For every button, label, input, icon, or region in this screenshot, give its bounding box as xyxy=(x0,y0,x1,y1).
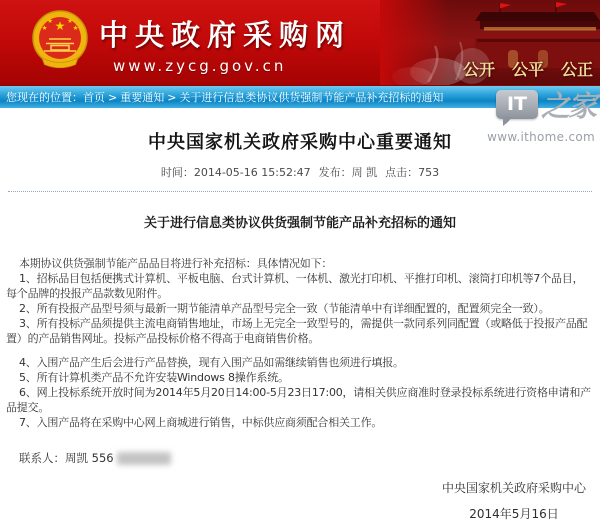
svg-text:★: ★ xyxy=(54,19,66,33)
site-title: 中央政府采购网 xyxy=(99,18,352,52)
svg-text:★: ★ xyxy=(47,17,53,25)
meta-publisher: 周 凯 xyxy=(351,166,378,179)
article-date: 2014年5月16日 xyxy=(469,507,559,521)
article-meta xyxy=(6,164,594,180)
breadcrumb-prefix: 您现在的位置： xyxy=(6,91,83,104)
article-body xyxy=(6,256,594,430)
contact-line xyxy=(6,450,594,466)
paragraph: 6、网上投标系统开放时间为2014年5月20日14:00-5月23日17:00，请相关供应商准时登录投标系统进行资格申请和产品提交。 xyxy=(6,386,591,414)
article xyxy=(0,128,600,522)
svg-text:★: ★ xyxy=(72,24,79,32)
meta-publisher-label: 发布： xyxy=(318,166,352,179)
redacted-phone xyxy=(117,452,171,465)
paragraph: 4、入围产品产生后会进行产品替换，现有入围产品如需继续销售也须进行填报。 xyxy=(19,356,404,369)
ithome-zhijia-text: 之家 xyxy=(540,89,595,123)
ithome-url: www.ithome.com xyxy=(487,130,595,144)
paragraph: 7、入围产品将在采购中心网上商城进行销售，中标供应商须配合相关工作。 xyxy=(19,416,383,429)
contact-name: 周凯 xyxy=(65,451,88,465)
article-subtitle: 关于进行信息类协议供货强制节能产品补充招标的通知 xyxy=(143,216,456,231)
paragraph: 5、所有计算机类产品不允许安装Windows 8操作系统。 xyxy=(19,371,289,384)
ithome-logo-icon: IT xyxy=(496,90,538,119)
svg-text:★: ★ xyxy=(41,24,48,32)
divider xyxy=(8,191,592,192)
signature-block xyxy=(6,479,594,522)
slogan-word-fair: 公平 xyxy=(511,60,544,79)
breadcrumb-current: 关于进行信息类协议供货强制节能产品补充招标的通知 xyxy=(179,91,444,104)
breadcrumb-separator: > xyxy=(108,91,118,104)
paragraph: 1、招标品目包括便携式计算机、平板电脑、台式计算机、一体机、激光打印机、平推打印机、滚筒打印机等7个品目，每个品牌的投报产品款数见附件。 xyxy=(6,272,584,300)
site-url: www.zycg.gov.cn xyxy=(113,57,287,75)
paragraph: 2、所有投报产品型号须与最新一期节能清单产品型号完全一致（节能清单中有详细配置的，配置须完全一致）。 xyxy=(19,302,550,315)
svg-text:★: ★ xyxy=(67,17,73,25)
china-national-emblem-icon xyxy=(31,6,89,78)
paragraph: 3、所有投标产品须提供主流电商销售地址，市场上无完全一致型号的，需提供一款同系列同配置（或略低于投报产品配置）的产品销售网址。投标产品投标价格不得高于电商销售价格。 xyxy=(6,317,588,345)
paragraph: 本期协议供货强制节能产品品目将进行补充招标：具体情况如下： xyxy=(19,257,333,270)
site-branding xyxy=(99,13,351,75)
page-title: 中央国家机关政府采购中心重要通知 xyxy=(148,132,452,153)
meta-hits: 753 xyxy=(418,166,440,179)
meta-time-label: 时间： xyxy=(160,166,194,179)
signature: 中央国家机关政府采购中心 xyxy=(441,481,586,495)
contact-phone-visible: 556 xyxy=(91,451,114,465)
breadcrumb-link[interactable]: 重要通知 xyxy=(120,91,165,104)
breadcrumb-link[interactable]: 首页 xyxy=(83,91,105,104)
tiananmen-photo xyxy=(380,0,600,85)
ithome-watermark xyxy=(487,90,595,144)
contact-label: 联系人： xyxy=(19,451,65,465)
slogan-word-just: 公正 xyxy=(560,60,593,79)
meta-time: 2014-05-16 15:52:47 xyxy=(193,166,311,179)
site-header xyxy=(0,0,600,85)
slogan xyxy=(463,57,593,80)
breadcrumb-separator: > xyxy=(167,91,177,104)
slogan-word-open: 公开 xyxy=(462,60,495,79)
meta-hits-label: 点击： xyxy=(385,166,419,179)
